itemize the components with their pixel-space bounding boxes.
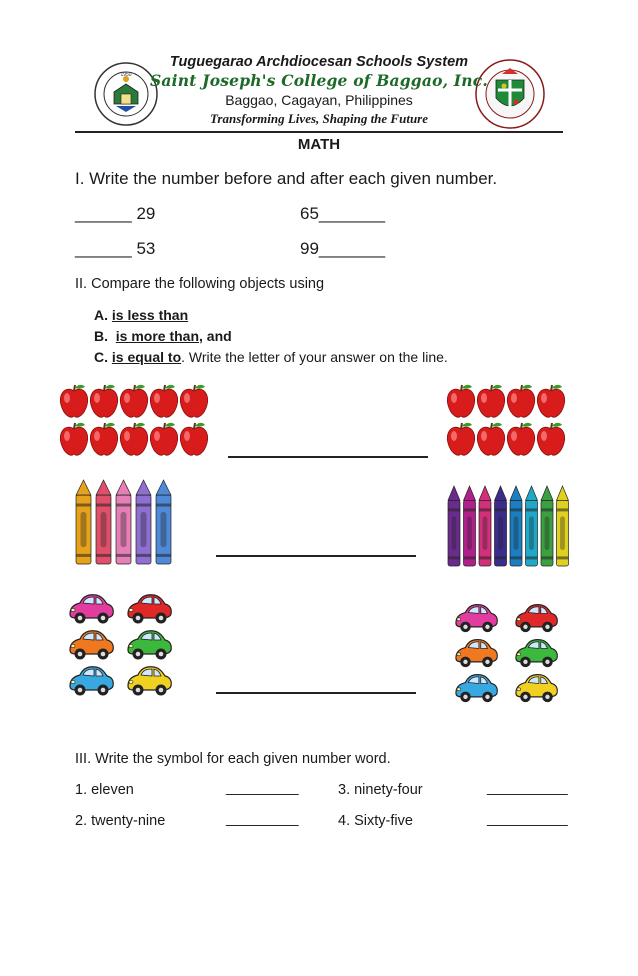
header-divider	[75, 131, 563, 133]
car-group-left	[66, 590, 181, 700]
part1-item-2	[300, 204, 385, 224]
crayon-icon	[76, 480, 91, 564]
given-number: 99	[300, 239, 319, 258]
answer-blank-4[interactable]: __________	[487, 811, 568, 827]
apple-icon	[60, 385, 87, 417]
crayon-icon	[510, 486, 522, 566]
part1-item-4	[300, 239, 385, 259]
apple-group-left	[58, 382, 223, 457]
option-b	[94, 328, 232, 344]
option-a	[94, 307, 188, 323]
car-icon	[516, 675, 557, 702]
car-icon	[456, 605, 497, 632]
option-suffix: , and	[199, 328, 232, 344]
apple-icon	[90, 385, 117, 417]
crayon-icon	[557, 486, 569, 566]
given-number: 65	[300, 204, 319, 223]
answer-blank[interactable]: ______	[75, 239, 132, 258]
school-system-name: Tuguegarao Archdiocesan Schools System	[169, 54, 469, 70]
option-phrase: is equal to	[111, 349, 182, 365]
apple-icon	[537, 385, 564, 417]
crayon-icon	[479, 486, 491, 566]
answer-blank[interactable]: _______	[318, 204, 386, 223]
crayon-icon	[448, 486, 460, 566]
crayon-icon	[96, 480, 111, 564]
car-icon	[128, 631, 171, 660]
car-icon	[456, 675, 497, 702]
crayon-group-left	[74, 480, 184, 566]
number-word-2: 2. twenty-nine	[75, 813, 166, 829]
crayon-icon	[136, 480, 151, 564]
apple-icon	[120, 423, 147, 455]
answer-line-crayons[interactable]	[216, 555, 416, 557]
crayon-icon	[464, 486, 476, 566]
number-word-1: 1. eleven	[75, 782, 134, 798]
given-number: 29	[136, 204, 156, 223]
option-phrase: is more than	[115, 328, 200, 344]
car-icon	[516, 605, 557, 632]
option-letter: C.	[94, 349, 108, 365]
page-title: MATH	[297, 136, 341, 153]
car-icon	[70, 595, 113, 624]
answer-blank-2[interactable]: _________	[226, 811, 299, 827]
option-letter: B.	[94, 328, 108, 344]
apple-icon	[477, 385, 504, 417]
apple-icon	[477, 423, 504, 455]
apple-icon	[180, 423, 207, 455]
crayon-icon	[116, 480, 131, 564]
part1-item-3	[75, 239, 155, 259]
apple-icon	[447, 423, 474, 455]
answer-line-cars[interactable]	[216, 692, 416, 694]
option-letter: A.	[94, 307, 108, 323]
answer-blank[interactable]: ______	[75, 204, 132, 223]
crayon-icon	[156, 480, 171, 564]
car-icon	[456, 640, 497, 667]
svg-text:1950: 1950	[120, 72, 132, 78]
car-icon	[516, 640, 557, 667]
apple-icon	[90, 423, 117, 455]
car-icon	[70, 631, 113, 660]
apple-icon	[150, 385, 177, 417]
crayon-group-right	[446, 486, 576, 568]
part3-instruction: III. Write the symbol for each given number word.	[75, 751, 391, 767]
apple-icon	[507, 423, 534, 455]
apple-icon	[507, 385, 534, 417]
apple-icon	[180, 385, 207, 417]
college-address: Baggao, Cagayan, Philippines	[225, 92, 413, 108]
number-word-4: 4. Sixty-five	[338, 813, 413, 829]
answer-blank-3[interactable]: __________	[487, 780, 568, 796]
apple-group-right	[445, 382, 570, 457]
given-number: 53	[136, 239, 156, 258]
answer-line-apples[interactable]	[228, 456, 428, 458]
apple-icon	[150, 423, 177, 455]
college-name: Saint Joseph's College of Baggao, Inc.	[150, 71, 488, 90]
apple-icon	[537, 423, 564, 455]
car-icon	[70, 667, 113, 696]
number-word-3: 3. ninety-four	[338, 782, 423, 798]
part2-instruction: II. Compare the following objects using	[75, 276, 325, 292]
apple-icon	[60, 423, 87, 455]
crayon-icon	[495, 486, 507, 566]
part1-item-1	[75, 204, 155, 224]
college-motto: Transforming Lives, Shaping the Future	[209, 111, 429, 126]
answer-blank-1[interactable]: _________	[226, 780, 299, 796]
option-phrase: is less than	[111, 307, 189, 323]
apple-icon	[120, 385, 147, 417]
option-suffix: . Write the letter of your answer on the line.	[181, 349, 448, 365]
car-icon	[128, 595, 171, 624]
apple-icon	[447, 385, 474, 417]
part1-instruction: I. Write the number before and after each given number.	[75, 169, 498, 188]
answer-blank[interactable]: _______	[318, 239, 386, 258]
option-c	[94, 349, 448, 365]
car-icon	[128, 667, 171, 696]
crayon-icon	[541, 486, 553, 566]
car-group-right	[452, 600, 562, 708]
crayon-icon	[526, 486, 538, 566]
